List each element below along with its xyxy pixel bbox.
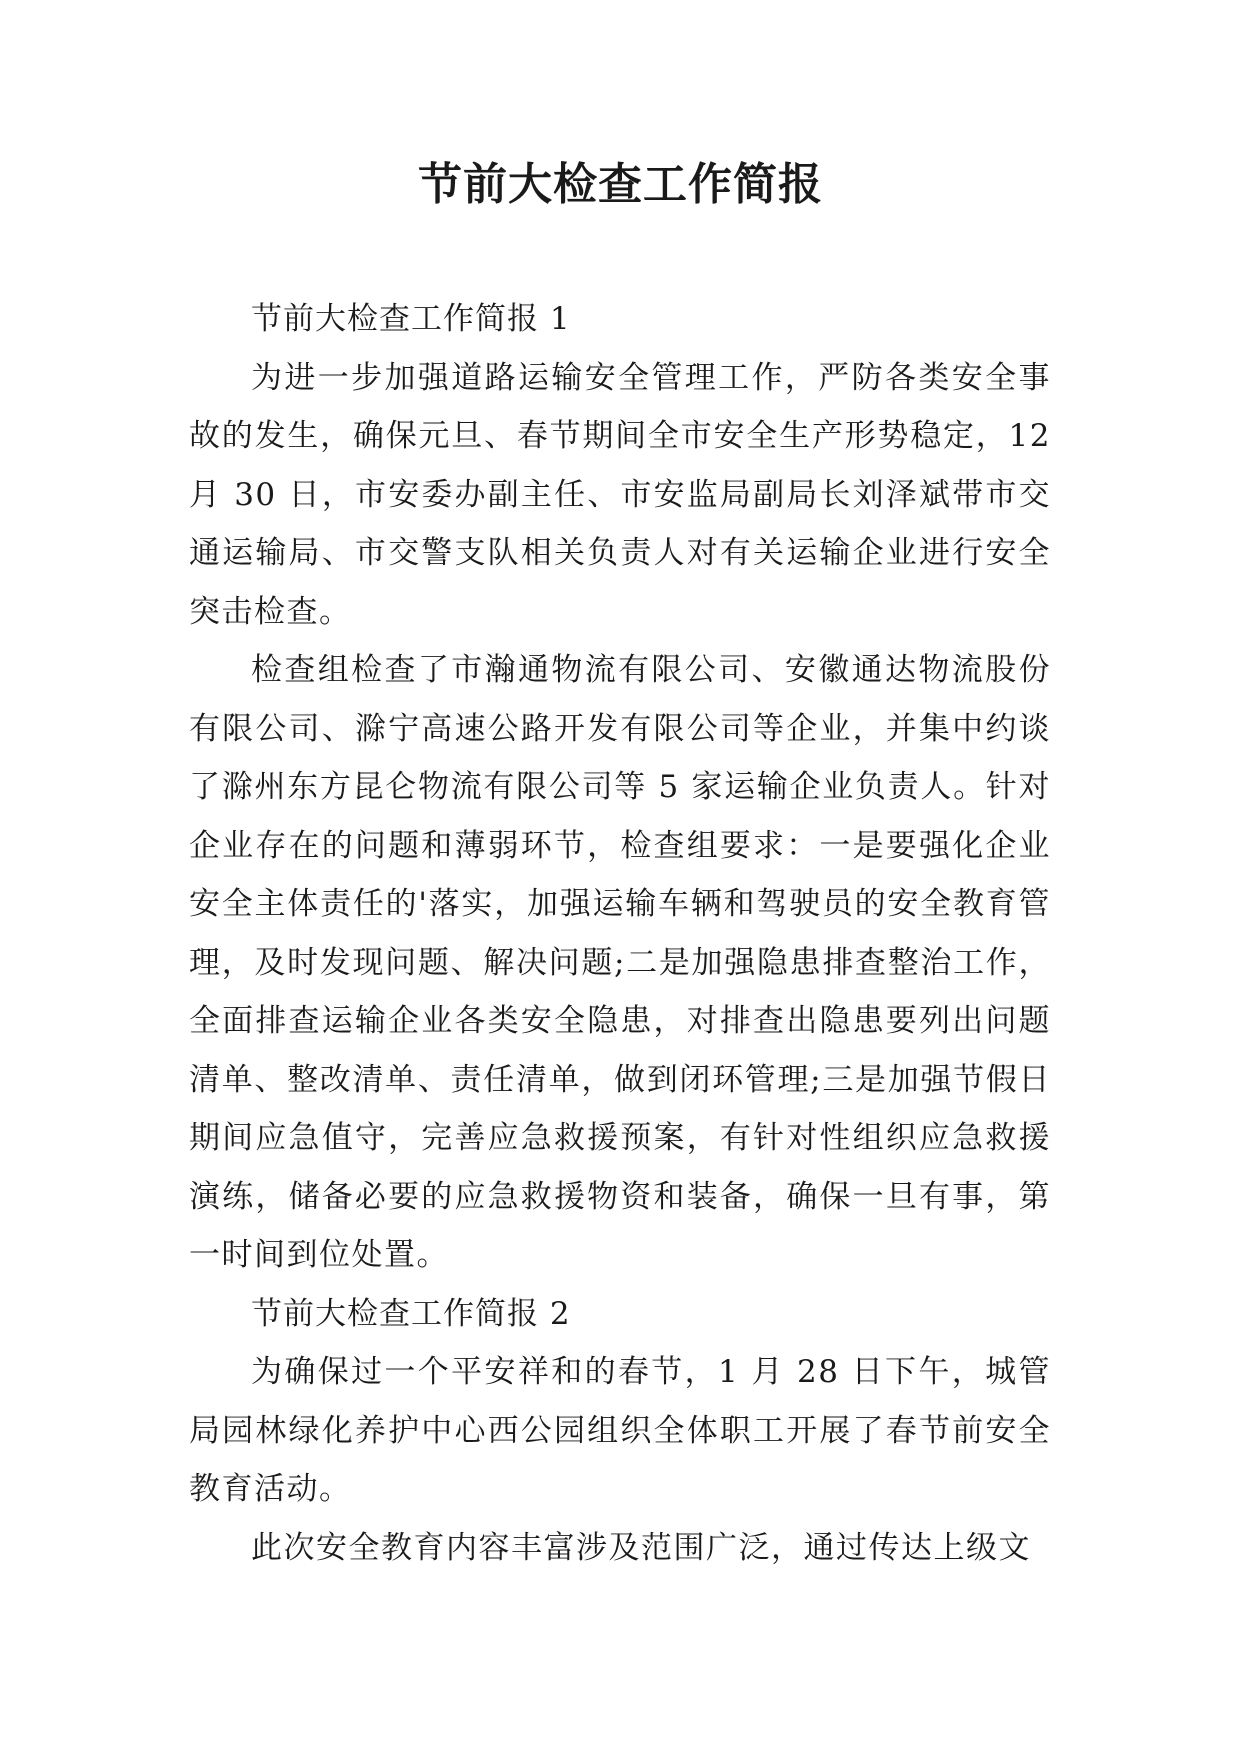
- section-heading-2: 节前大检查工作简报 2: [251, 1295, 571, 1332]
- document-body: [189, 290, 1051, 1577]
- paragraph-2: 检查组检查了市瀚通物流有限公司、安徽通达物流股份有限公司、滁宁高速公路开发有限公司等企业，并集中约谈了滁州东方昆仑物流有限公司等 5 家运输企业负责人。针对企业存在的问题和薄弱环节，检查组要求：一是要强化企业安全主体责任的'落实，加强运输车辆和驾驶员的安全教育管理，及时发现问题、解决问题;二是加强隐患排查整治工作，全面排查运输企业各类安全隐患，对排查出隐患要列出问题清单、整改清单、责任清单，做到闭环管理;三是加强节假日期间应急值守，完善应急救援预案，有针对性组织应急救援演练，储备必要的应急救援物资和装备，确保一旦有事，第一时间到位处置。: [189, 652, 1051, 1273]
- paragraph-1: 为进一步加强道路运输安全管理工作，严防各类安全事故的发生，确保元旦、春节期间全市安全生产形势稳定，12 月 30 日，市安委办副主任、市安监局副局长刘泽斌带市交通运输局、市交警支队相关负责人对有关运输企业进行安全突击检查。: [189, 359, 1051, 630]
- section-heading-1: 节前大检查工作简报 1: [251, 301, 571, 337]
- paragraph-4: 此次安全教育内容丰富涉及范围广泛，通过传达上级文: [251, 1529, 1031, 1566]
- paragraph-3: 为确保过一个平安祥和的春节，1 月 28 日下午，城管局园林绿化养护中心西公园组织全体职工开展了春节前安全教育活动。: [189, 1354, 1051, 1507]
- document-title: 节前大检查工作简报: [418, 159, 823, 210]
